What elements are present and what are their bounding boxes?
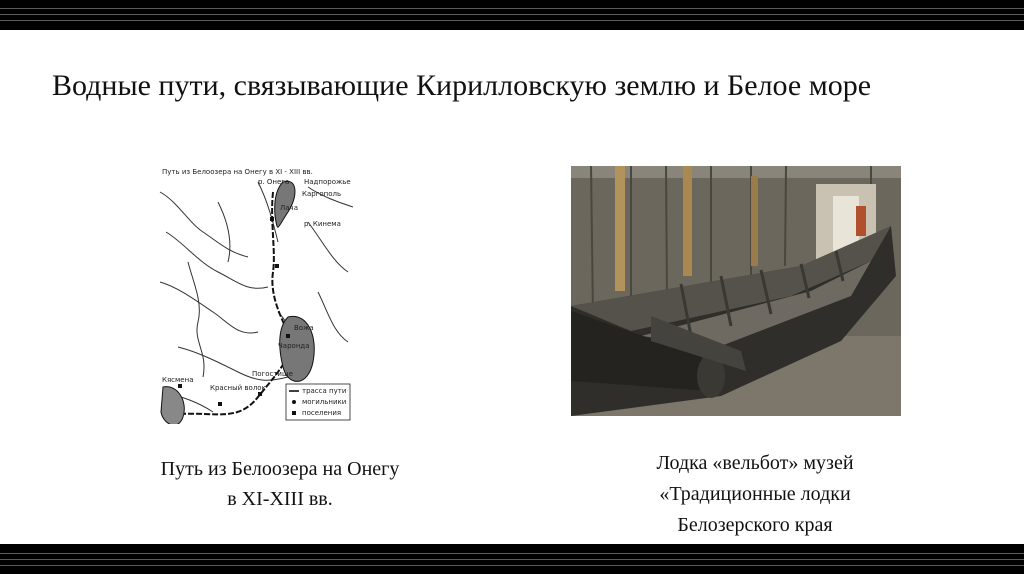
map-label: р. Онега [258,178,290,186]
map-label: Надпорожье [304,178,351,186]
legend-item: трасса пути [302,387,347,395]
map-label: Лача [280,204,298,212]
map-label: Погостище [252,370,293,378]
bottom-bar-stripe [0,559,1024,560]
map-caption-line: Путь из Белоозера на Онегу [160,458,400,480]
top-bar [0,0,1024,30]
top-bar-stripe [0,20,1024,21]
bottom-bar [0,544,1024,574]
map-label: Кясмена [162,376,194,384]
legend-burial-key [292,400,296,404]
boat-photo [571,166,901,416]
map-label: р. Кинема [304,220,341,228]
top-bar-stripe [0,14,1024,15]
map-label: Чаронда [278,342,310,350]
photo-caption [590,448,920,541]
slide-title: Водные пути, связывающие Кирилловскую землю и Белое море [52,69,872,102]
route-map-drawing [158,162,353,424]
map-label: Вожа [294,324,314,332]
legend-settlement-key [292,411,296,415]
legend-item: могильники [302,398,347,406]
map-caption [100,454,460,514]
photo-caption-line: Белозерского края [677,514,833,536]
bottom-bar-stripe [0,565,1024,566]
legend-item: поселения [302,409,342,417]
bottom-bar-stripe [0,553,1024,554]
top-bar-stripe [0,8,1024,9]
photo-caption-line: «Традиционные лодки [659,483,851,505]
photo-caption-line: Лодка «вельбот» музей [656,452,854,474]
map-label: Красный волок [210,384,266,392]
map-label: Каргополь [302,190,342,198]
boat-photo-drawing [571,166,901,416]
route-map [158,162,353,424]
map-heading: Путь из Белоозера на Онегу в XI - XIII вв. [162,168,313,176]
map-caption-line: в XI-XIII вв. [227,488,333,510]
